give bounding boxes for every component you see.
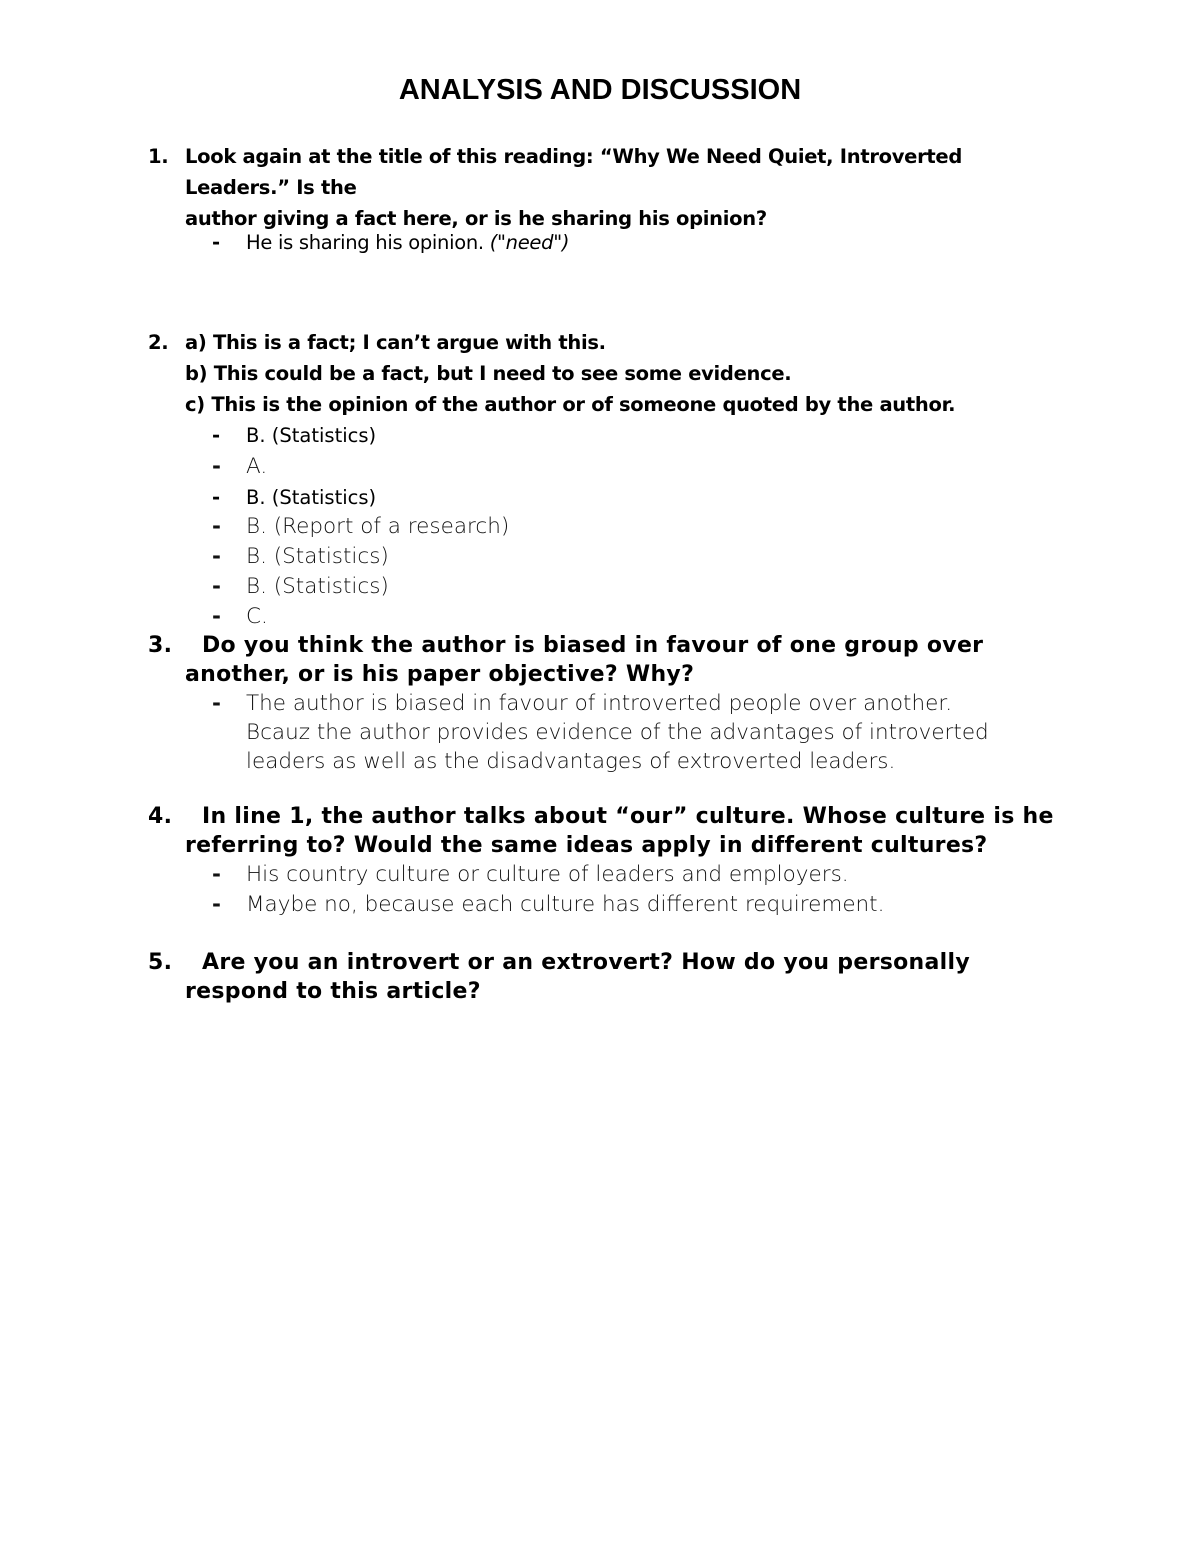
answer-emphasis: ("need") [489, 231, 570, 254]
question-text-line: another, or is his paper objective? Why? [185, 662, 695, 687]
answer-2-item [212, 512, 1072, 541]
answer-text: C. [246, 604, 268, 629]
question-text-line: Do you think the author is biased in favour of one group over [202, 633, 984, 658]
page-title: ANALYSIS AND DISCUSSION [398, 74, 802, 106]
answer-4-item [212, 890, 1072, 919]
answer-4-item [212, 860, 1072, 889]
answer-text: B. (Report of a research) [246, 514, 510, 539]
answer-text: B. (Statistics) [246, 486, 377, 509]
question-text-line: referring to? Would the same ideas apply in different cultures? [185, 833, 988, 858]
answer-2-item [212, 572, 1072, 601]
question-option-b: b) This could be a fact, but I need to see some evidence. [185, 362, 792, 385]
bullet-dash: - [212, 892, 221, 917]
question-text-line: author giving a fact here, or is he sharing his opinion? [185, 207, 767, 230]
question-2 [148, 327, 1068, 420]
question-number: 3. [148, 633, 173, 658]
bullet-dash: - [212, 604, 221, 629]
answer-2-item [212, 542, 1072, 571]
question-4 [148, 802, 1068, 860]
question-text-line: Are you an introvert or an extrovert? How do you personally [202, 950, 970, 975]
answer-text-line: The author is biased in favour of introverted people over another. [246, 691, 953, 716]
answer-text: He is sharing his opinion. [246, 231, 490, 254]
answer-3 [212, 689, 1072, 776]
answer-text: B. (Statistics) [246, 424, 377, 447]
bullet-dash: - [212, 514, 221, 539]
bullet-dash: - [212, 544, 221, 569]
bullet-dash: - [212, 862, 221, 887]
question-1 [148, 141, 1068, 234]
question-option-c: c) This is the opinion of the author or of someone quoted by the author. [185, 393, 956, 416]
answer-2-item [212, 482, 1072, 513]
question-number: 2. [148, 331, 169, 354]
question-text-line: Look again at the title of this reading: “Why We Need Quiet, Introverted Leaders.” Is the [185, 145, 963, 199]
answer-text: Maybe no, because each culture has different requirement. [246, 892, 885, 917]
bullet-dash: - [212, 424, 221, 447]
question-text-line: respond to this article? [185, 979, 481, 1004]
question-number: 1. [148, 145, 169, 168]
answer-2-item [212, 602, 1072, 631]
answer-text: A. [246, 454, 268, 479]
question-number: 5. [148, 950, 173, 975]
bullet-dash: - [212, 486, 221, 509]
question-number: 4. [148, 804, 173, 829]
answer-2-item [212, 420, 1072, 451]
bullet-dash: - [212, 454, 221, 479]
answer-text: His country culture or culture of leaders and employers. [246, 862, 849, 887]
bullet-dash: - [212, 231, 220, 254]
question-text-line: In line 1, the author talks about “our” culture. Whose culture is he [202, 804, 1054, 829]
answer-text: B. (Statistics) [246, 544, 389, 569]
question-3 [148, 631, 1068, 689]
bullet-dash: - [212, 574, 221, 599]
question-5 [148, 948, 1068, 1006]
answer-2-item [212, 452, 1072, 481]
answer-text-line: Bcauz the author provides evidence of the advantages of introverted [246, 720, 989, 745]
answer-1 [212, 227, 1072, 258]
answer-text-line: leaders as well as the disadvantages of extroverted leaders. [246, 749, 896, 774]
question-option-a: a) This is a fact; I can’t argue with this. [185, 331, 606, 354]
bullet-dash: - [212, 691, 221, 716]
answer-text: B. (Statistics) [246, 574, 389, 599]
